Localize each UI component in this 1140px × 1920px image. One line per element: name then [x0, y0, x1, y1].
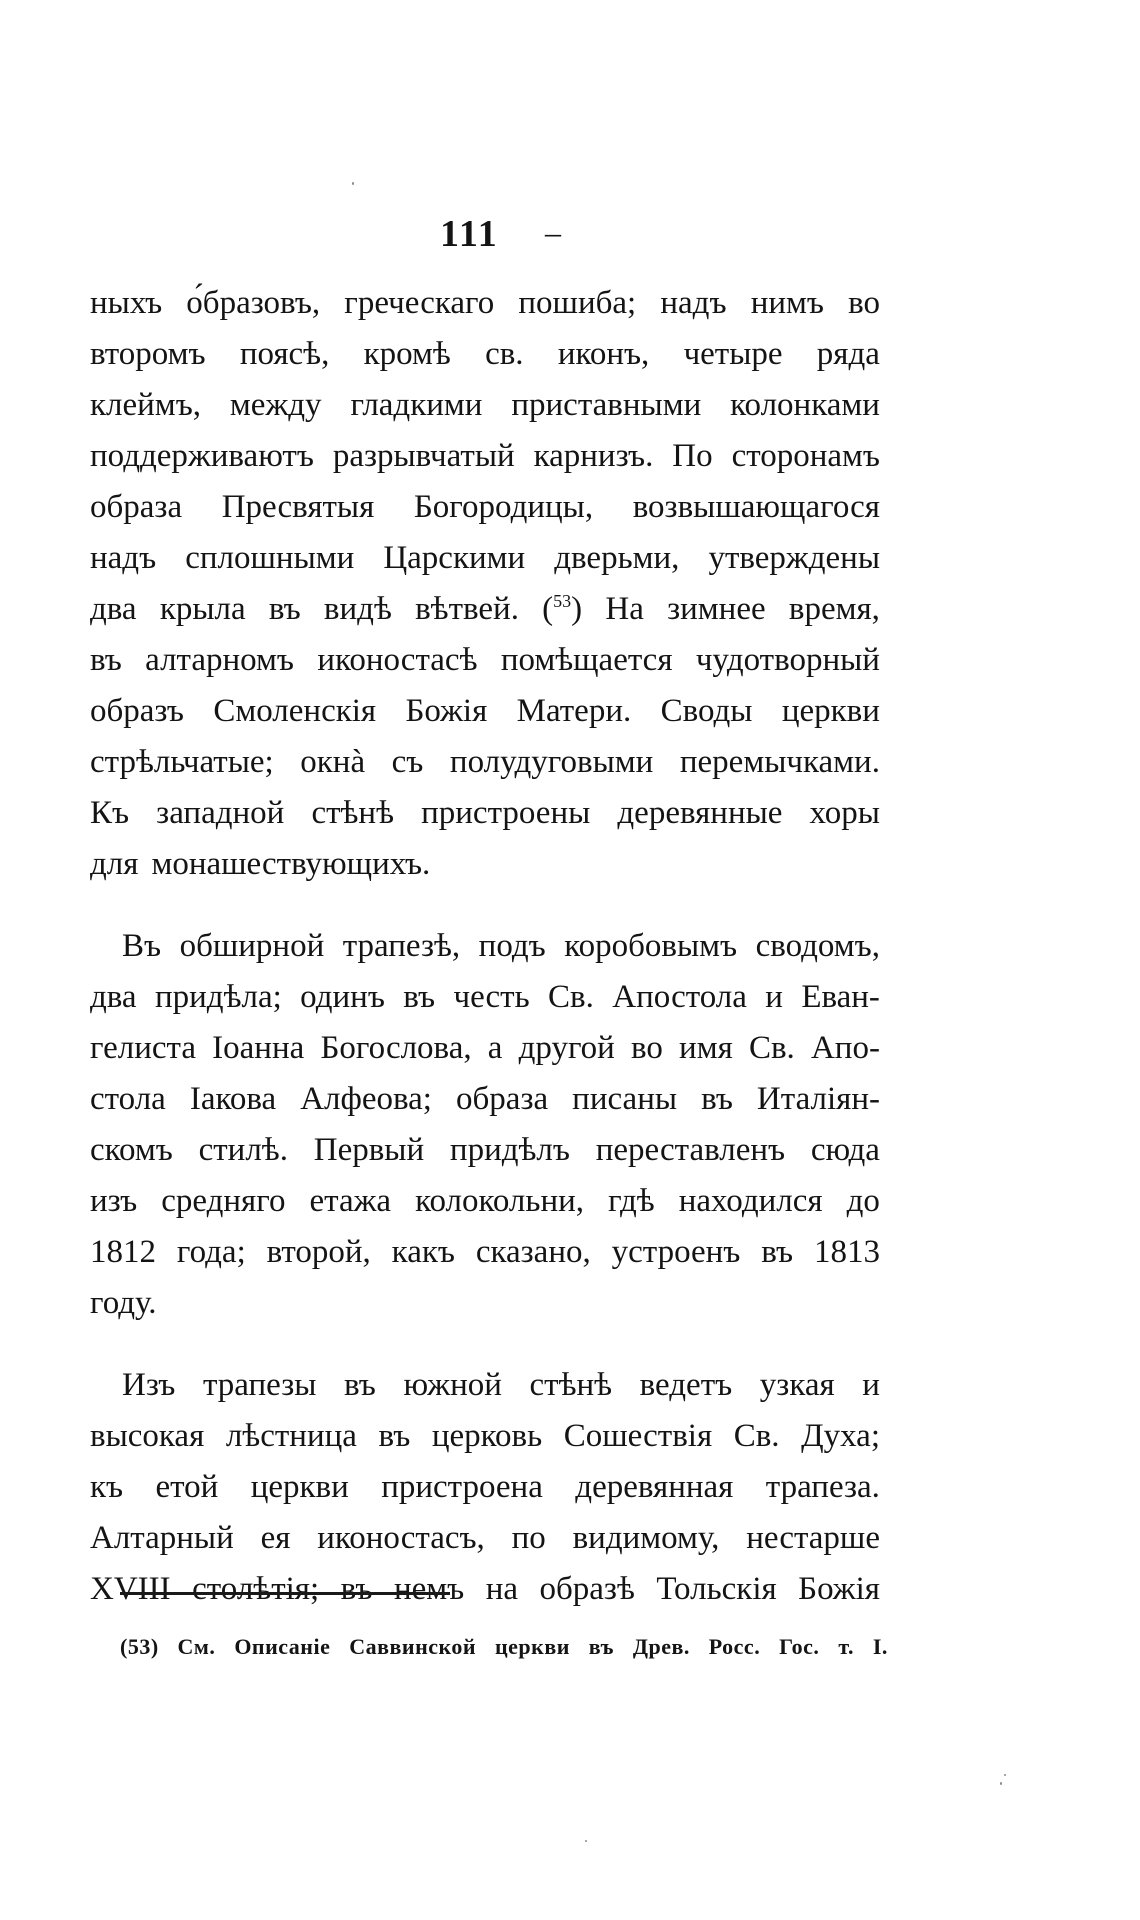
word: Тольскія: [656, 1571, 777, 1607]
text-line: [90, 431, 880, 482]
word: стрѣльчатые;: [90, 744, 274, 780]
word: устроенъ: [611, 1234, 741, 1270]
word: Св.: [748, 1030, 795, 1066]
footnote-ref-number: 53: [553, 591, 572, 611]
word: высокая: [90, 1418, 205, 1454]
word: Алтарный: [90, 1520, 234, 1556]
text-line: [90, 380, 880, 431]
text-line: [90, 686, 880, 737]
word: Гос.: [779, 1634, 820, 1659]
word: пристроены: [421, 795, 591, 831]
word: возвышающагося: [632, 489, 880, 525]
word: и: [862, 1367, 880, 1403]
word: полудуговыми: [449, 744, 654, 780]
word: гладкими: [350, 387, 483, 423]
word: монашествующихъ.: [151, 846, 431, 882]
word: между: [229, 387, 322, 423]
word: етой: [155, 1469, 219, 1505]
word: По: [672, 438, 713, 474]
word: къ: [90, 1469, 124, 1505]
word: придѣла;: [154, 979, 282, 1015]
word: Саввинской: [349, 1634, 477, 1659]
word: по: [511, 1520, 546, 1556]
word: нестарше: [746, 1520, 880, 1556]
word: находился: [678, 1183, 823, 1219]
word: крыла: [159, 591, 246, 627]
word: образѣ: [539, 1571, 635, 1607]
text-line: [90, 1360, 880, 1411]
word: иконъ,: [557, 336, 650, 372]
word: Древ.: [632, 1634, 690, 1659]
word: съ: [391, 744, 424, 780]
word: имя: [679, 1030, 733, 1066]
word: XVIII: [90, 1571, 171, 1607]
text-line: [90, 972, 880, 1023]
word: Своды: [660, 693, 753, 729]
word: На: [605, 591, 644, 627]
word: время,: [788, 591, 880, 627]
text-line: [90, 1125, 880, 1176]
word: Изъ: [122, 1367, 176, 1403]
word: скомъ: [90, 1132, 173, 1168]
paragraph-gap: [90, 890, 880, 921]
word: для: [90, 846, 139, 882]
word: году.: [90, 1285, 157, 1321]
word: придѣлъ: [449, 1132, 570, 1168]
word: западной: [156, 795, 285, 831]
page-number-dash: –: [545, 214, 561, 250]
word: переставленъ: [595, 1132, 786, 1168]
word: Св.: [548, 979, 594, 1015]
word: другой: [518, 1030, 615, 1066]
word: Царскими: [383, 540, 526, 576]
word: въ: [268, 591, 301, 627]
word: Духа;: [801, 1418, 880, 1454]
word: о́бразовъ,: [186, 285, 321, 321]
word: образа: [456, 1081, 549, 1117]
word: Пресвятыя: [221, 489, 375, 525]
word: зимнее: [667, 591, 766, 627]
word: одинъ: [300, 979, 385, 1015]
word: чудотворный: [695, 642, 880, 678]
word: надъ: [660, 285, 727, 321]
word: Сошествія: [563, 1418, 713, 1454]
text-line: [90, 1176, 880, 1227]
word: до: [846, 1183, 880, 1219]
word: пристроена: [381, 1469, 543, 1505]
word: немъ: [393, 1571, 465, 1607]
footnote-reference[interactable]: [542, 584, 582, 635]
word: трапезѣ,: [342, 928, 461, 964]
word: окнà: [300, 744, 366, 780]
word: въ: [340, 1571, 373, 1607]
word: коробовымъ: [564, 928, 738, 964]
word: лѣстница: [225, 1418, 357, 1454]
word: сказано,: [475, 1234, 591, 1270]
word: образъ: [90, 693, 184, 729]
word: I.: [872, 1634, 888, 1659]
word: колонками: [730, 387, 880, 423]
word: иконостасъ,: [317, 1520, 485, 1556]
text-line: [90, 737, 880, 788]
text-line: [90, 1023, 880, 1074]
word: Богородицы,: [413, 489, 594, 525]
footnote-marker: (53): [120, 1634, 159, 1659]
word: приставными: [511, 387, 702, 423]
word: южной: [403, 1367, 502, 1403]
word: карнизъ.: [533, 438, 654, 474]
word: во: [631, 1030, 663, 1066]
word: алтарномъ: [145, 642, 294, 678]
word: Божія: [798, 1571, 880, 1607]
word: въ: [701, 1081, 733, 1117]
word: церкви: [781, 693, 880, 729]
word: 1813: [813, 1234, 880, 1270]
word: вѣтвей.: [415, 591, 519, 627]
word: гелиста: [90, 1030, 196, 1066]
word: въ: [90, 642, 122, 678]
word: писаны: [572, 1081, 678, 1117]
footnote: [120, 1634, 888, 1660]
word: Описаніе: [234, 1634, 331, 1659]
word: узкая: [759, 1367, 835, 1403]
word: Божія: [405, 693, 488, 729]
text-line: [90, 329, 880, 380]
body-text: [90, 278, 880, 1615]
word: подъ: [478, 928, 546, 964]
text-line: [90, 533, 880, 584]
word: св.: [485, 336, 524, 372]
page-number: 111: [440, 213, 499, 255]
word: Іакова: [189, 1081, 277, 1117]
word: сюда: [810, 1132, 880, 1168]
text-line: [90, 788, 880, 839]
paragraph-gap: [90, 1329, 880, 1360]
footnote-separator-rule: [120, 1592, 450, 1595]
word: и: [765, 979, 783, 1015]
text-line: [90, 1278, 880, 1329]
word: Апо-: [810, 1030, 880, 1066]
word: Италіян-: [756, 1081, 880, 1117]
word: клеймъ,: [90, 387, 202, 423]
word: два: [90, 591, 137, 627]
word: въ: [403, 979, 436, 1015]
word: иконостасѣ: [317, 642, 478, 678]
word: Св.: [733, 1418, 780, 1454]
word: ныхъ: [90, 285, 163, 321]
word: кромѣ: [363, 336, 451, 372]
word: ея: [260, 1520, 291, 1556]
word: въ: [588, 1634, 614, 1659]
footnote-ref-close: ): [571, 591, 583, 627]
text-line: [90, 1513, 880, 1564]
word: церковь: [431, 1418, 543, 1454]
scan-speck: [1004, 1774, 1006, 1776]
word: какъ: [391, 1234, 455, 1270]
text-line: [90, 839, 880, 890]
word: а: [487, 1030, 503, 1066]
word: трапезы: [202, 1367, 317, 1403]
word: ведетъ: [639, 1367, 733, 1403]
word: во: [848, 285, 880, 321]
word: сплошными: [185, 540, 355, 576]
word: См.: [177, 1634, 216, 1659]
word: Первый: [313, 1132, 425, 1168]
word: деревянная: [575, 1469, 734, 1505]
word: дверьми,: [554, 540, 680, 576]
word: четыре: [683, 336, 783, 372]
word: етажа: [309, 1183, 392, 1219]
scan-speck: [352, 182, 354, 185]
word: на: [485, 1571, 519, 1607]
word: пошиба;: [518, 285, 637, 321]
text-line: [90, 1227, 880, 1278]
word: Іоанна: [212, 1030, 305, 1066]
word: нимъ: [750, 285, 824, 321]
word: церкви: [494, 1634, 570, 1659]
word: ряда: [816, 336, 880, 372]
word: Смоленскія: [213, 693, 377, 729]
word: видѣ: [323, 591, 392, 627]
text-line: [90, 921, 880, 972]
text-line: [90, 482, 880, 533]
word: греческаго: [344, 285, 495, 321]
word: гдѣ: [608, 1183, 655, 1219]
word: колокольни,: [415, 1183, 585, 1219]
word: Еван-: [801, 979, 880, 1015]
word: разрывчатый: [332, 438, 515, 474]
word: стола: [90, 1081, 166, 1117]
word: перемычками.: [679, 744, 880, 780]
word: обширной: [179, 928, 325, 964]
text-line: [90, 1074, 880, 1125]
word: Богослова,: [320, 1030, 472, 1066]
word: поддерживаютъ: [90, 438, 314, 474]
word: видимому,: [572, 1520, 720, 1556]
footnote-ref-open: (: [542, 591, 554, 627]
word: церкви: [250, 1469, 349, 1505]
word: поясѣ,: [239, 336, 330, 372]
word: деревянные: [617, 795, 783, 831]
word: помѣщается: [500, 642, 673, 678]
word: т.: [838, 1634, 854, 1659]
word: столѣтія;: [192, 1571, 320, 1607]
text-line: [90, 635, 880, 686]
word: хоры: [809, 795, 880, 831]
word: Въ: [122, 928, 162, 964]
word: сводомъ,: [755, 928, 880, 964]
word: Къ: [90, 795, 130, 831]
text-line: [90, 1564, 880, 1615]
word: стилѣ.: [198, 1132, 288, 1168]
word: средняго: [161, 1183, 286, 1219]
word: въ: [378, 1418, 411, 1454]
word: второй,: [266, 1234, 371, 1270]
word: надъ: [90, 540, 157, 576]
text-line: [90, 584, 880, 635]
word: утверждены: [708, 540, 880, 576]
word: стѣнѣ: [311, 795, 395, 831]
word: трапеза.: [765, 1469, 880, 1505]
word: Алфеова;: [300, 1081, 432, 1117]
word: второмъ: [90, 336, 206, 372]
scan-speck: [585, 1840, 587, 1842]
word: въ: [344, 1367, 376, 1403]
text-line: [90, 1411, 880, 1462]
word: образа: [90, 489, 183, 525]
text-line: [90, 278, 880, 329]
word: Апостола: [612, 979, 747, 1015]
scan-speck: [1000, 1782, 1002, 1785]
word: два: [90, 979, 137, 1015]
word: честь: [453, 979, 530, 1015]
text-line: [90, 1462, 880, 1513]
word: года;: [176, 1234, 246, 1270]
word: изъ: [90, 1183, 138, 1219]
word: Росс.: [708, 1634, 761, 1659]
word: стѣнѣ: [529, 1367, 613, 1403]
word: въ: [761, 1234, 794, 1270]
word: 1812: [90, 1234, 156, 1270]
word: сторонамъ: [731, 438, 880, 474]
word: Матери.: [516, 693, 632, 729]
